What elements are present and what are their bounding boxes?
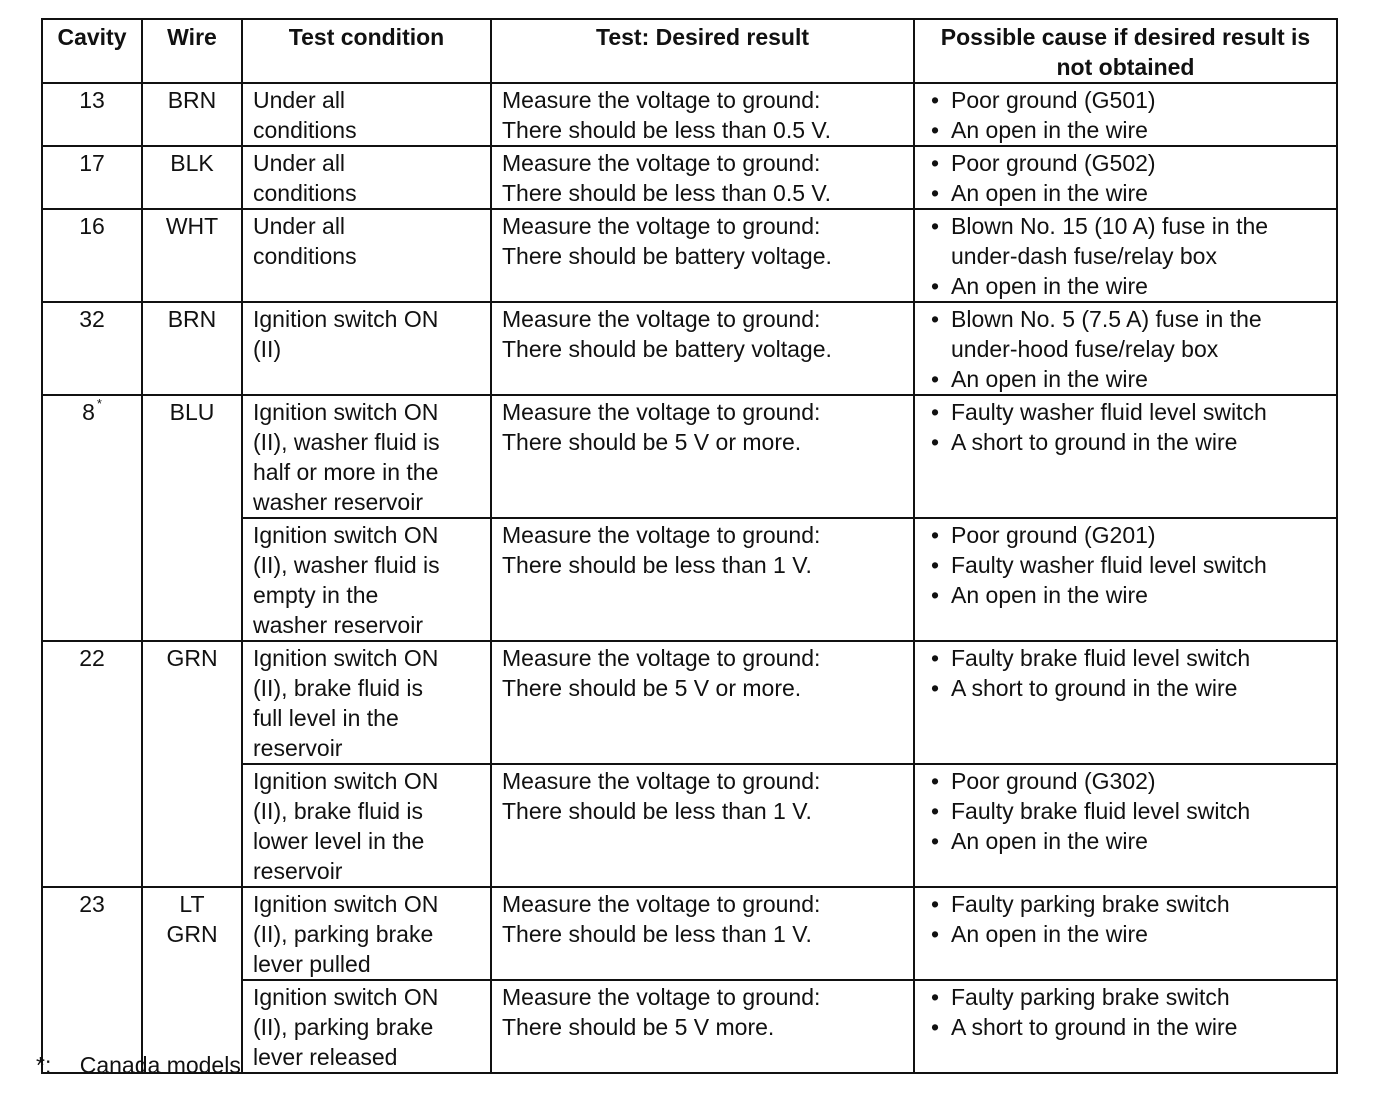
- possible-cause-cell: [914, 764, 1337, 887]
- cause-item: [925, 919, 1326, 949]
- cause-item: [925, 982, 1326, 1012]
- cell-line: There should be less than 1 V.: [502, 552, 812, 578]
- desired-result-cell: [491, 641, 914, 764]
- canada-footnote-mark: *: [96, 396, 102, 411]
- cause-item: [925, 271, 1326, 301]
- possible-cause-cell: [914, 980, 1337, 1073]
- cause-item: [925, 796, 1326, 826]
- cause-text: A short to ground in the wire: [951, 675, 1238, 701]
- cell-line: empty in the: [253, 582, 379, 608]
- test-condition-cell: [242, 146, 491, 209]
- cause-list: [925, 148, 1326, 208]
- table-row: [42, 887, 1337, 980]
- cavity-number: 23: [79, 891, 105, 917]
- bullet-icon: •: [931, 675, 940, 701]
- cavity-cell: [42, 209, 142, 302]
- table-header-row: [42, 19, 1337, 83]
- bullet-icon: •: [931, 117, 940, 143]
- cell-line: Measure the voltage to ground:: [502, 399, 821, 425]
- bullet-icon: •: [931, 273, 940, 299]
- cause-text: Faulty brake fluid level switch: [951, 798, 1251, 824]
- possible-cause-cell: [914, 209, 1337, 302]
- cell-line: Ignition switch ON: [253, 645, 439, 671]
- cause-item: [925, 580, 1326, 610]
- header-wire: Wire: [142, 19, 242, 83]
- test-condition-cell: [242, 209, 491, 302]
- cause-text: Poor ground (G501): [951, 87, 1156, 113]
- bullet-icon: •: [931, 366, 940, 392]
- cause-item: [925, 178, 1326, 208]
- test-condition-cell: [242, 518, 491, 641]
- cell-line: (II), washer fluid is: [253, 552, 440, 578]
- cell-line: There should be less than 0.5 V.: [502, 180, 832, 206]
- cause-text: An open in the wire: [951, 366, 1148, 392]
- cell-line: washer reservoir: [253, 489, 423, 515]
- wire-cell: [142, 887, 242, 1073]
- desired-result-cell: [491, 764, 914, 887]
- possible-cause-cell: [914, 395, 1337, 518]
- cause-text: A short to ground in the wire: [951, 429, 1238, 455]
- header-cavity: Cavity: [42, 19, 142, 83]
- wire-cell: [142, 395, 242, 641]
- cause-item: [925, 550, 1326, 580]
- table-row: [42, 209, 1337, 302]
- wire-cell: [142, 146, 242, 209]
- cause-item: [925, 1012, 1326, 1042]
- test-condition-cell: [242, 980, 491, 1073]
- wire-cell: [142, 209, 242, 302]
- cell-line: Under all: [253, 150, 346, 176]
- cell-line: There should be 5 V more.: [502, 1014, 775, 1040]
- cavity-cell: [42, 302, 142, 395]
- bullet-icon: •: [931, 399, 940, 425]
- test-condition-cell: [242, 764, 491, 887]
- cell-line: Measure the voltage to ground:: [502, 645, 821, 671]
- cause-text: Faulty parking brake switch: [951, 891, 1230, 917]
- cell-line: There should be 5 V or more.: [502, 429, 802, 455]
- cell-line: reservoir: [253, 735, 343, 761]
- cause-item: [925, 427, 1326, 457]
- table-row: [42, 302, 1337, 395]
- cause-text: Blown No. 15 (10 A) fuse in the: [951, 213, 1269, 239]
- cause-text: A short to ground in the wire: [951, 1014, 1238, 1040]
- cause-item: [925, 826, 1326, 856]
- cell-line: conditions: [253, 117, 357, 143]
- cause-item: [925, 211, 1326, 241]
- test-condition-cell: [242, 302, 491, 395]
- cell-line: Measure the voltage to ground:: [502, 768, 821, 794]
- cell-line: lower level in the: [253, 828, 425, 854]
- cause-item: [925, 364, 1326, 394]
- cause-item: [925, 115, 1326, 145]
- cell-line: full level in the: [253, 705, 399, 731]
- bullet-icon: •: [931, 87, 940, 113]
- bullet-icon: •: [931, 645, 940, 671]
- header-test-condition: Test condition: [242, 19, 491, 83]
- wire-cell: [142, 83, 242, 146]
- table-row: [42, 641, 1337, 764]
- cell-line: There should be less than 1 V.: [502, 921, 812, 947]
- test-condition-cell: [242, 395, 491, 518]
- cell-line: Ignition switch ON: [253, 306, 439, 332]
- test-condition-cell: [242, 641, 491, 764]
- cause-text: An open in the wire: [951, 117, 1148, 143]
- cavity-cell: [42, 146, 142, 209]
- cause-list: [925, 304, 1326, 394]
- cell-line: There should be battery voltage.: [502, 336, 832, 362]
- cavity-cell: [42, 395, 142, 641]
- bullet-icon: •: [931, 828, 940, 854]
- possible-cause-cell: [914, 146, 1337, 209]
- cell-line: GRN: [166, 921, 218, 947]
- cell-line: (II): [253, 336, 282, 362]
- cell-line: (II), washer fluid is: [253, 429, 440, 455]
- cause-item: [925, 520, 1326, 550]
- desired-result-cell: [491, 887, 914, 980]
- cavity-number: 32: [79, 306, 105, 332]
- desired-result-cell: [491, 146, 914, 209]
- cavity-number: 13: [79, 87, 105, 113]
- cause-text: Faulty washer fluid level switch: [951, 399, 1267, 425]
- table-row: [42, 146, 1337, 209]
- bullet-icon: •: [931, 582, 940, 608]
- footnote-mark: *:: [36, 1052, 52, 1078]
- wire-color: GRN: [166, 645, 218, 671]
- cell-line: conditions: [253, 180, 357, 206]
- bullet-icon: •: [931, 798, 940, 824]
- bullet-icon: •: [931, 213, 940, 239]
- desired-result-cell: [491, 302, 914, 395]
- possible-cause-cell: [914, 302, 1337, 395]
- cause-text: under-dash fuse/relay box: [951, 243, 1217, 269]
- cause-text: Poor ground (G502): [951, 150, 1156, 176]
- cause-item: [925, 643, 1326, 673]
- cell-line: There should be battery voltage.: [502, 243, 832, 269]
- cause-item: [925, 304, 1326, 334]
- test-condition-cell: [242, 83, 491, 146]
- cell-line: reservoir: [253, 858, 343, 884]
- cause-text: An open in the wire: [951, 180, 1148, 206]
- wire-color: BRN: [167, 306, 217, 332]
- cavity-cell: [42, 887, 142, 1073]
- cause-list: [925, 520, 1326, 610]
- bullet-icon: •: [931, 984, 940, 1010]
- cell-line: (II), parking brake: [253, 921, 434, 947]
- cavity-number: 22: [79, 645, 105, 671]
- bullet-icon: •: [931, 1014, 940, 1040]
- cause-item: [925, 241, 1326, 271]
- cell-line: Measure the voltage to ground:: [502, 891, 821, 917]
- cell-line: lever released: [253, 1044, 398, 1070]
- cell-line: washer reservoir: [253, 612, 423, 638]
- wire-color: BLU: [169, 399, 215, 425]
- footnote-text: Canada models: [79, 1052, 241, 1078]
- cause-text: Blown No. 5 (7.5 A) fuse in the: [951, 306, 1262, 332]
- bullet-icon: •: [931, 552, 940, 578]
- bullet-icon: •: [931, 150, 940, 176]
- desired-result-cell: [491, 83, 914, 146]
- cause-item: [925, 766, 1326, 796]
- cell-line: half or more in the: [253, 459, 439, 485]
- cause-text: An open in the wire: [951, 828, 1148, 854]
- bullet-icon: •: [931, 768, 940, 794]
- cause-item: [925, 889, 1326, 919]
- cell-line: Measure the voltage to ground:: [502, 150, 821, 176]
- cause-text: Faulty parking brake switch: [951, 984, 1230, 1010]
- table-row: [42, 83, 1337, 146]
- cavity-cell: [42, 641, 142, 887]
- cell-line: Ignition switch ON: [253, 984, 439, 1010]
- wire-cell: [142, 641, 242, 887]
- cause-item: [925, 397, 1326, 427]
- desired-result-cell: [491, 980, 914, 1073]
- cause-item: [925, 673, 1326, 703]
- possible-cause-cell: [914, 887, 1337, 980]
- table-body: [42, 83, 1337, 1073]
- terminal-test-table: [41, 18, 1338, 1074]
- cell-line: (II), brake fluid is: [253, 798, 423, 824]
- cell-line: Ignition switch ON: [253, 522, 439, 548]
- possible-cause-cell: [914, 83, 1337, 146]
- cause-list: [925, 211, 1326, 301]
- bullet-icon: •: [931, 429, 940, 455]
- cavity-cell: [42, 83, 142, 146]
- header-possible-cause: Possible cause if desired result is not obtained: [914, 19, 1337, 83]
- cell-line: There should be less than 1 V.: [502, 798, 812, 824]
- bullet-icon: •: [931, 522, 940, 548]
- cell-line: (II), brake fluid is: [253, 675, 423, 701]
- header-desired-result: Test: Desired result: [491, 19, 914, 83]
- cell-line: Ignition switch ON: [253, 768, 439, 794]
- desired-result-cell: [491, 395, 914, 518]
- cause-text: Faulty washer fluid level switch: [951, 552, 1267, 578]
- cell-line: LT: [179, 891, 205, 917]
- bullet-icon: •: [931, 921, 940, 947]
- cause-text: An open in the wire: [951, 921, 1148, 947]
- wire-color: WHT: [165, 213, 219, 239]
- cause-text: under-hood fuse/relay box: [951, 336, 1219, 362]
- footnote: [36, 1050, 241, 1080]
- cell-line: Measure the voltage to ground:: [502, 984, 821, 1010]
- desired-result-cell: [491, 209, 914, 302]
- cause-text: Faulty brake fluid level switch: [951, 645, 1251, 671]
- cause-list: [925, 85, 1326, 145]
- cause-item: [925, 334, 1326, 364]
- wire-cell: [142, 302, 242, 395]
- cell-line: conditions: [253, 243, 357, 269]
- test-condition-cell: [242, 887, 491, 980]
- cell-line: Measure the voltage to ground:: [502, 306, 821, 332]
- cell-line: There should be 5 V or more.: [502, 675, 802, 701]
- cause-text: Poor ground (G302): [951, 768, 1156, 794]
- cell-line: Measure the voltage to ground:: [502, 522, 821, 548]
- desired-result-cell: [491, 518, 914, 641]
- bullet-icon: •: [931, 306, 940, 332]
- table-row: [42, 395, 1337, 518]
- cavity-number: 17: [79, 150, 105, 176]
- cause-list: [925, 397, 1326, 457]
- cell-line: Under all: [253, 87, 346, 113]
- cause-item: [925, 148, 1326, 178]
- cause-list: [925, 889, 1326, 949]
- cell-line: (II), parking brake: [253, 1014, 434, 1040]
- cavity-number: 16: [79, 213, 105, 239]
- possible-cause-cell: [914, 518, 1337, 641]
- possible-cause-cell: [914, 641, 1337, 764]
- cause-text: An open in the wire: [951, 582, 1148, 608]
- cell-line: Ignition switch ON: [253, 399, 439, 425]
- cell-line: Ignition switch ON: [253, 891, 439, 917]
- bullet-icon: •: [931, 180, 940, 206]
- cavity-number: 8: [82, 399, 95, 425]
- wire-color: BRN: [167, 87, 217, 113]
- cell-line: Measure the voltage to ground:: [502, 87, 821, 113]
- wire-color: BLK: [170, 150, 214, 176]
- cause-item: [925, 85, 1326, 115]
- cause-list: [925, 643, 1326, 703]
- cell-line: Under all: [253, 213, 346, 239]
- cell-line: Measure the voltage to ground:: [502, 213, 821, 239]
- cause-list: [925, 982, 1326, 1042]
- cell-line: lever pulled: [253, 951, 371, 977]
- cell-line: There should be less than 0.5 V.: [502, 117, 832, 143]
- cause-text: Poor ground (G201): [951, 522, 1156, 548]
- bullet-icon: •: [931, 891, 940, 917]
- cause-list: [925, 766, 1326, 856]
- cause-text: An open in the wire: [951, 273, 1148, 299]
